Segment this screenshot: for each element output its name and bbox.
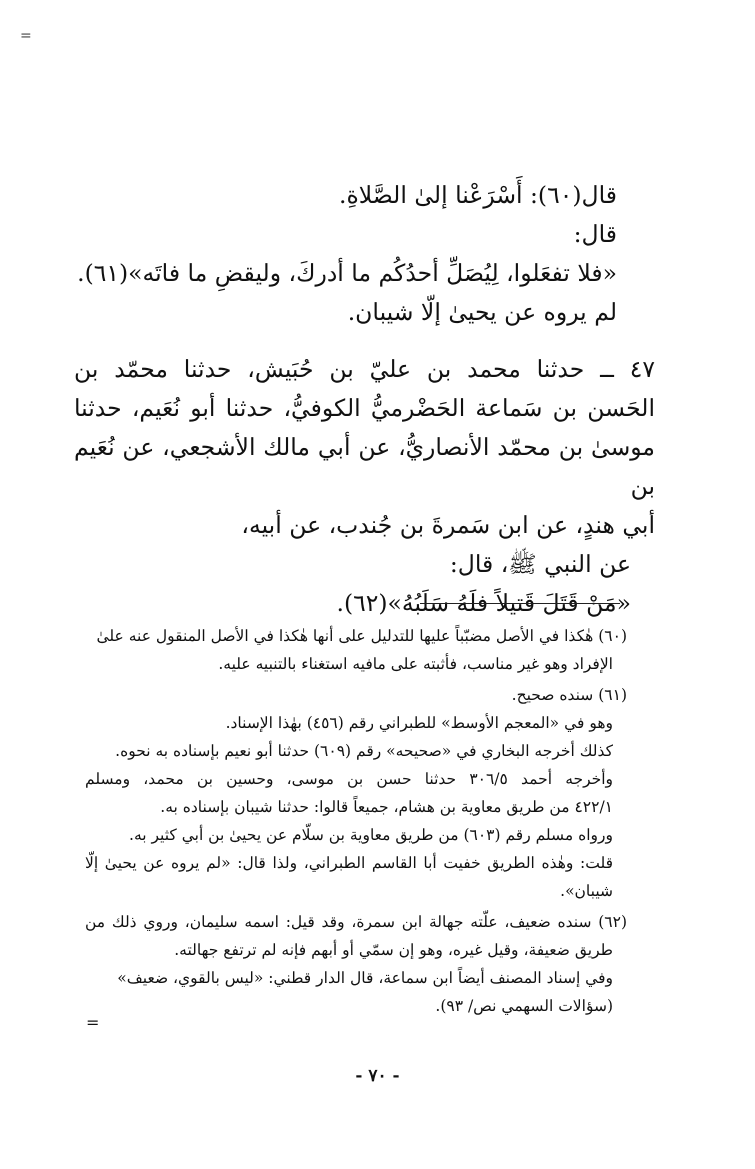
footnote-61 bbox=[85, 681, 627, 905]
footnote-line: الإفراد وهو غير مناسب، فأثبته على مافيه استغناء بالتنبيه عليه. bbox=[218, 655, 613, 673]
footnote-line: قلت: وهٰذه الطريق خفيت أبا القاسم الطبراني، ولذا قال: «لم يروه عن يحيىٰ إلّا bbox=[85, 854, 613, 872]
page-number: - ٧٠ - bbox=[355, 1066, 400, 1086]
hadith-line: عن النبي ﷺ، قال: bbox=[449, 550, 631, 578]
hadith-47 bbox=[74, 350, 655, 623]
footnote-divider bbox=[420, 603, 620, 604]
continuation-mark: = bbox=[86, 1013, 100, 1032]
footnote-line: (سؤالات السهمي نص/ ٩٣). bbox=[435, 997, 613, 1015]
footnote-60 bbox=[85, 622, 627, 678]
footnote-62 bbox=[85, 908, 627, 1020]
text-line: قال(٦٠): أَسْرَعْنا إلىٰ الصَّلاةِ. bbox=[339, 181, 617, 209]
footnote-line: وفي إسناد المصنف أيضاً ابن سماعة، قال الدار قطني: «ليس بالقوي، ضعيف» bbox=[117, 969, 613, 987]
hadith-line: ٤٧ ــ حدثنا محمد بن عليّ بن حُبَيش، حدثنا محمّد بن bbox=[74, 355, 655, 383]
footnote-line: شيبان». bbox=[560, 882, 613, 900]
footnote-line: ورواه مسلم رقم (٦٠٣) من طريق معاوية بن سلّام عن يحيىٰ بن أبي كثير به. bbox=[129, 826, 613, 844]
footnotes bbox=[85, 622, 627, 1023]
footnote-line: ٤٢٢/١ من طريق معاوية بن هشام، جميعاً قالوا: حدثنا شيبان بإسناده به. bbox=[160, 798, 613, 816]
hadith-line: الحَسن بن سَماعة الحَضْرميُّ الكوفيُّ، حدثنا أبو نُعَيم، حدثنا bbox=[74, 394, 655, 422]
text-line: «فلا تفعَلوا، لِيُصَلِّ أحدُكُم ما أدركَ، وليقضِ ما فاتَه»(٦١). bbox=[77, 259, 617, 287]
footnote-line: كذلك أخرجه البخاري في «صحيحه» رقم (٦٠٩) حدثنا أبو نعيم بإسناده به نحوه. bbox=[115, 742, 613, 760]
main-text bbox=[74, 176, 655, 623]
text-line: لم يروه عن يحيىٰ إلّا شيبان. bbox=[347, 298, 617, 326]
footnote-line: (٦١) سنده صحيح. bbox=[511, 686, 627, 704]
footnote-line: طريق ضعيفة، وقيل غيره، وهو إن سمّي أو أبهم فإنه لم ترتفع جهالته. bbox=[174, 941, 613, 959]
footnote-line: (٦٠) هٰكذا في الأصل مضبّباً عليها للتدليل على أنها هٰكذا في الأصل المنقول عنه علىٰ bbox=[96, 627, 627, 645]
margin-mark: = bbox=[20, 28, 32, 44]
footnote-line: وأخرجه أحمد ٣٠٦/٥ حدثنا حسن بن موسى، وحسين بن محمد، ومسلم bbox=[85, 770, 614, 788]
hadith-line: أبي هندٍ، عن ابن سَمرةَ بن جُندب، عن أبيه، bbox=[241, 511, 655, 539]
footnote-line: (٦٢) سنده ضعيف، علّته جهالة ابن سمرة، وقد قيل: اسمه سليمان، وروي ذلك من bbox=[85, 913, 627, 931]
text-line: قال: bbox=[573, 220, 617, 248]
footnote-line: وهو في «المعجم الأوسط» للطبراني رقم (٤٥٦) بهٰذا الإسناد. bbox=[225, 714, 613, 732]
hadith-line: موسىٰ بن محمّد الأنصاريُّ، عن أبي مالك الأشجعي، عن نُعَيم بن bbox=[74, 433, 655, 500]
hadith-line: «مَنْ قَتَلَ قَتيلاً فلَهُ سَلَبُهُ»(٦٢). bbox=[336, 589, 631, 617]
